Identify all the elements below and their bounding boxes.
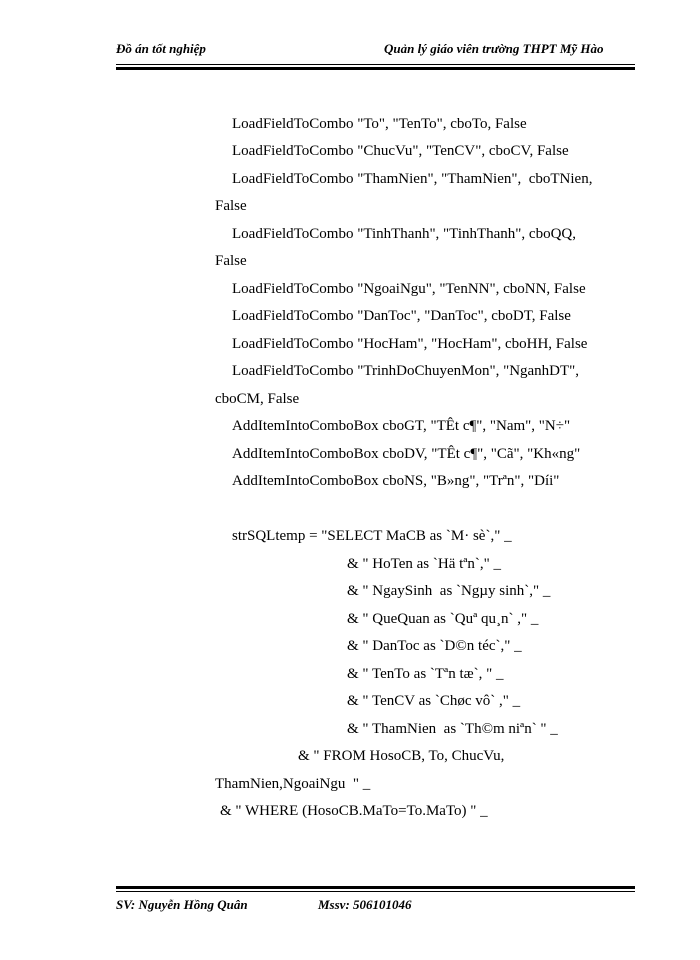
footer-rule-thick — [116, 886, 635, 889]
code-line: & " FROM HosoCB, To, ChucVu, — [298, 748, 505, 764]
code-line: cboCM, False — [215, 391, 300, 407]
code-line: False — [215, 198, 247, 214]
code-line: & " ThamNien as `Th©m niªn` " _ — [347, 721, 558, 737]
header-title: Đồ án tốt nghiệp — [116, 41, 206, 56]
code-line: LoadFieldToCombo "TrinhDoChuyenMon", "NganhDT", — [232, 363, 580, 379]
code-line: & " TenCV as `Chøc vô` ," _ — [347, 693, 521, 709]
code-line: AddItemIntoComboBox cboNS, "B»ng", "Trªn", "Díi" — [232, 473, 560, 489]
code-line: & " NgaySinh as `Ngµy sinh`," _ — [347, 583, 551, 599]
code-line: LoadFieldToCombo "TinhThanh", "TinhThanh", cboQQ, — [232, 226, 577, 242]
code-line: & " QueQuan as `Quª qu¸n` ," _ — [347, 611, 539, 627]
code-line: & " HoTen as `Hä tªn`," _ — [347, 556, 502, 572]
code-line: LoadFieldToCombo "HocHam", "HocHam", cboHH, False — [232, 336, 588, 352]
header-subtitle: Quản lý giáo viên trường THPT Mỹ Hào — [384, 41, 604, 56]
code-line: AddItemIntoComboBox cboDV, "TÊt c¶", "Cã", "Kh«ng" — [232, 446, 581, 462]
code-line: LoadFieldToCombo "To", "TenTo", cboTo, False — [232, 116, 527, 132]
code-line: & " DanToc as `D©n téc`," _ — [347, 638, 522, 654]
code-line: LoadFieldToCombo "NgoaiNgu", "TenNN", cboNN, False — [232, 281, 586, 297]
code-line: ThamNien,NgoaiNgu " _ — [215, 776, 371, 792]
header-rule-thin — [116, 64, 635, 65]
code-line: LoadFieldToCombo "ThamNien", "ThamNien", cboTNien, — [232, 171, 593, 187]
header-rule-thick — [116, 67, 635, 70]
footer-rule-thin — [116, 891, 635, 892]
code-line: LoadFieldToCombo "DanToc", "DanToc", cboDT, False — [232, 308, 571, 324]
code-line: AddItemIntoComboBox cboGT, "TÊt c¶", "Nam", "N÷" — [232, 418, 571, 434]
footer-student-name: SV: Nguyễn Hồng Quân — [116, 897, 248, 912]
footer-student-id: Mssv: 506101046 — [318, 897, 412, 912]
code-line: LoadFieldToCombo "ChucVu", "TenCV", cboCV, False — [232, 143, 569, 159]
code-line: strSQLtemp = "SELECT MaCB as `M· sè`," _ — [232, 528, 512, 544]
code-line: & " WHERE (HosoCB.MaTo=To.MaTo) " _ — [220, 803, 488, 819]
code-line: False — [215, 253, 247, 269]
code-line: & " TenTo as `Tªn tæ`, " _ — [347, 666, 504, 682]
